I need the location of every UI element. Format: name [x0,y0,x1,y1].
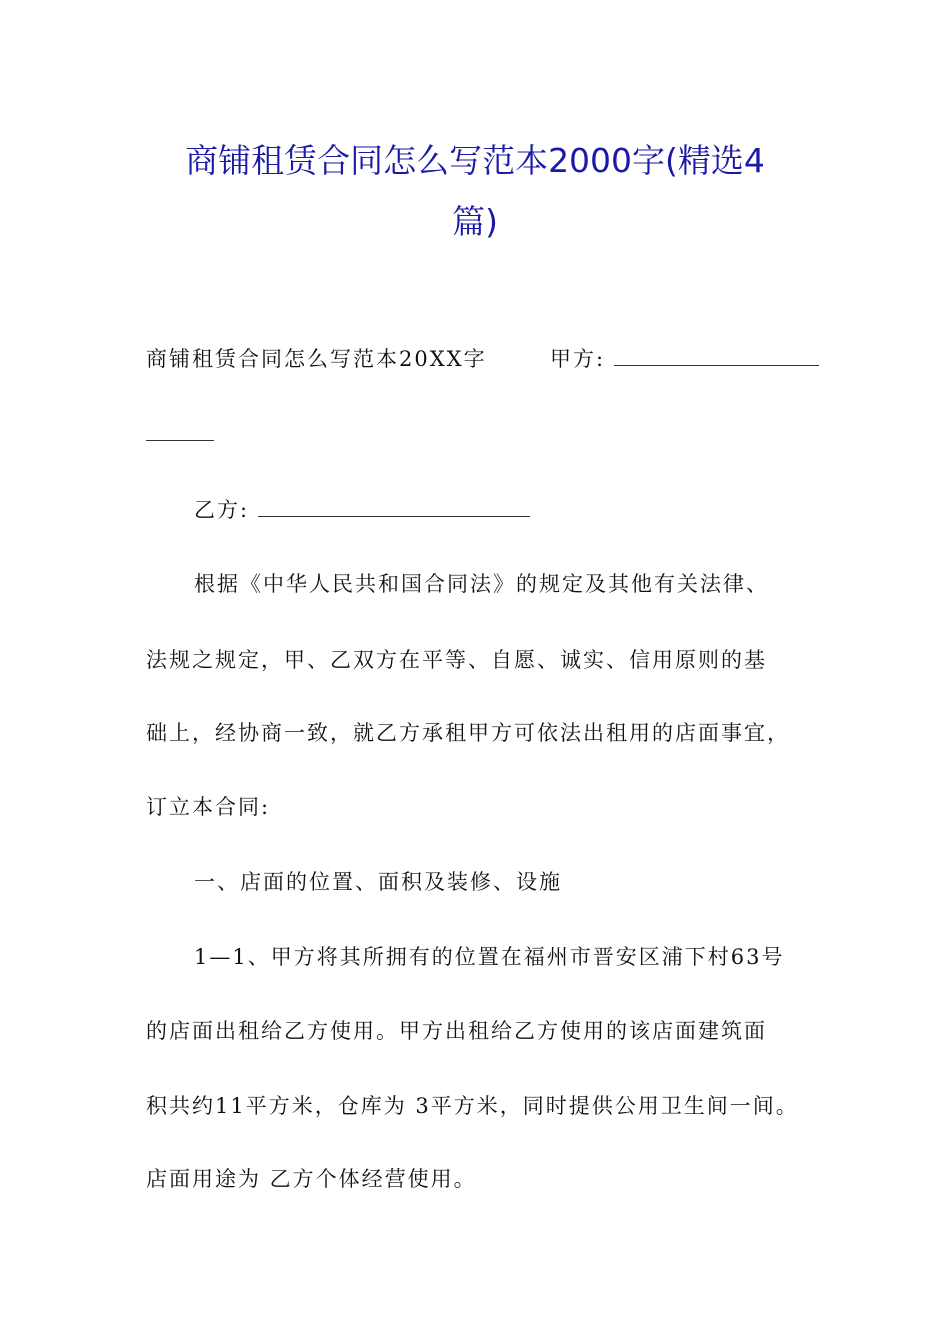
party-a-blank-continued [146,420,214,441]
paragraph-1-line-3: 础上，经协商一致，就乙方承租甲方可依法出租用的店面事宜， [146,721,790,745]
paragraph-2-line-2: 的店面出租给乙方使用。甲方出租给乙方使用的该店面建筑面 [146,1019,767,1043]
party-a-blank-continued-row [146,420,214,448]
party-a-blank [614,345,819,366]
paragraph-2-line-1: 1—1、甲方将其所拥有的位置在福州市晋安区浦下村63号 [194,945,785,969]
subtitle-row [146,345,819,373]
party-a-label: 甲方: [550,347,606,371]
party-b-row [194,496,530,524]
document-title-line-1: 商铺租赁合同怎么写范本2000字(精选4 [185,141,765,180]
paragraph-1-line-2: 法规之规定，甲、乙双方在平等、自愿、诚实、信用原则的基 [146,648,767,672]
party-b-blank [258,496,530,517]
paragraph-2-line-4: 店面用途为 乙方个体经营使用。 [146,1167,477,1191]
paragraph-2-line-3: 积共约11平方米，仓库为 3平方米，同时提供公用卫生间一间。 [146,1094,799,1118]
document-title-line-2: 篇) [452,202,498,241]
section-1-heading: 一、店面的位置、面积及装修、设施 [194,870,562,894]
paragraph-1-line-4: 订立本合同: [146,795,271,819]
paragraph-1-line-1: 根据《中华人民共和国合同法》的规定及其他有关法律、 [194,572,769,596]
subtitle-text: 商铺租赁合同怎么写范本20XX字 [146,347,487,371]
party-b-label: 乙方: [194,498,250,522]
